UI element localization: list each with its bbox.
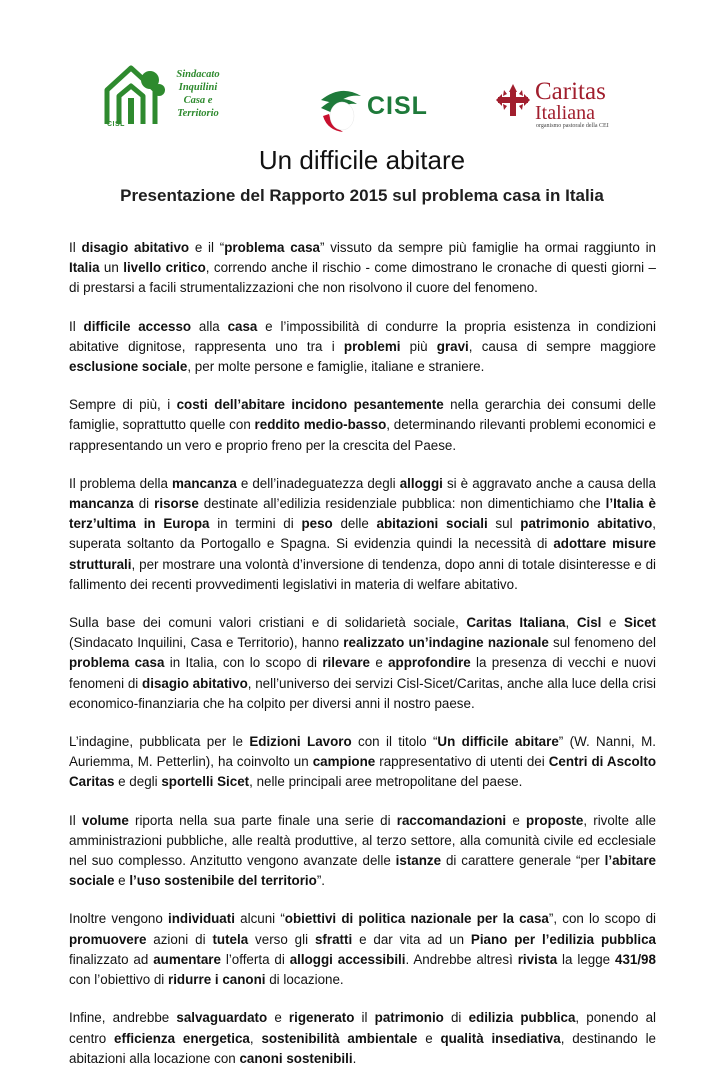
emphasis-text: tutela <box>212 931 249 947</box>
emphasis-text: livello critico <box>123 260 206 276</box>
emphasis-text: abitazioni sociali <box>376 516 488 532</box>
paragraph-text: più <box>400 338 437 354</box>
emphasis-text: sostenibilità ambientale <box>261 1030 418 1046</box>
paragraph-text: nella gerarchia dei consumi delle famiglie, soprattutto quelle con <box>69 397 656 433</box>
paragraph-text: verso gli <box>248 931 315 947</box>
emphasis-text: rivista <box>517 951 558 967</box>
emphasis-text: alloggi <box>399 475 443 491</box>
emphasis-text: edilizia pubblica <box>468 1010 576 1026</box>
paragraph-text: e <box>417 1030 441 1046</box>
emphasis-text: approfondire <box>388 655 471 671</box>
emphasis-text: Italia <box>69 260 100 276</box>
body-paragraph <box>69 395 656 456</box>
paragraph-text: di carattere generale “per <box>441 853 605 869</box>
paragraph-text: , nelle principali aree metropolitane del paese. <box>249 774 523 790</box>
paragraph-text: in Italia, con lo scopo di <box>164 655 323 671</box>
emphasis-text: volume <box>81 812 129 828</box>
paragraph-text: e <box>369 655 389 671</box>
emphasis-text: gravi <box>436 338 469 354</box>
emphasis-text: obiettivi di politica nazionale per la casa <box>284 911 549 927</box>
paragraph-text: la presenza di vecchi e nuovi fenomeni di <box>69 655 657 691</box>
paragraph-text: sul <box>487 516 521 532</box>
paragraph-text: Il <box>69 318 84 334</box>
paragraph-text: , <box>565 615 577 631</box>
paragraph-text: alla <box>191 318 228 334</box>
paragraph-text: , <box>249 1030 262 1046</box>
emphasis-text: patrimonio <box>374 1010 444 1026</box>
paragraph-text: in termini di <box>209 516 302 532</box>
emphasis-text: ridurre i canoni <box>168 972 266 988</box>
paragraph-text: e <box>114 873 130 889</box>
paragraph-text: , per molte persone e famiglie, italiane e straniere. <box>187 359 485 375</box>
paragraph-text: Infine, andrebbe <box>69 1010 177 1026</box>
emphasis-text: canoni sostenibili <box>239 1050 353 1066</box>
emphasis-text: Sicet <box>624 615 657 631</box>
emphasis-text: adottare misure strutturali <box>69 536 656 572</box>
paragraph-text: di <box>443 1010 469 1026</box>
paragraph-text: Sulla base dei comuni valori cristiani e di solidarietà sociale, <box>69 615 467 631</box>
emphasis-text: proposte <box>526 812 584 828</box>
emphasis-text: 431/98 <box>615 951 656 967</box>
paragraph-text: la legge <box>557 951 615 967</box>
cisl-wordmark: CISL <box>367 92 428 120</box>
emphasis-text: Centri di Ascolto Caritas <box>69 754 656 790</box>
paragraph-text: alcuni “ <box>234 911 285 927</box>
emphasis-text: realizzato un’indagine nazionale <box>343 635 549 651</box>
paragraph-text: ” vissuto da sempre più famiglie ha ormai raggiunto in <box>320 240 657 255</box>
paragraph-text: si è aggravato anche a causa della <box>442 475 656 491</box>
emphasis-text: salvaguardato <box>176 1010 268 1026</box>
body-paragraph <box>69 811 656 892</box>
emphasis-text: Un difficile abitare <box>437 734 559 750</box>
paragraph-text: , correndo anche il rischio - come dimostrano le cronache di questi giorni – di prestarsi a facili strumentalizzazioni che non risolvono il cuore del fenomeno. <box>69 260 656 296</box>
emphasis-text: disagio abitativo <box>142 675 248 691</box>
emphasis-text: istanze <box>395 853 442 869</box>
paragraph-text: , nell’universo dei servizi Cisl-Sicet/Caritas, anche alla luce della crisi economico-finanziaria che ha colpito per diversi anni il nostro paese. <box>69 675 656 711</box>
paragraph-text: finalizzato ad <box>69 951 154 967</box>
paragraph-text: , destinando le abitazioni alla locazione con <box>69 1030 657 1066</box>
paragraph-text: ”, con lo scopo di <box>548 911 656 927</box>
emphasis-text: rilevare <box>322 655 370 671</box>
body-paragraph <box>69 1008 656 1069</box>
sicet-line: Inquilini <box>178 82 218 93</box>
emphasis-text: Piano per l’edilizia pubblica <box>470 931 656 947</box>
paragraph-text: , rivolte alle amministrazioni pubbliche, alle realtà produttive, al terzo settore, alla comunità civile ed ecclesiale nel suo complesso. Anzitutto vengono avanzate delle <box>69 812 656 869</box>
document-body <box>69 238 656 1087</box>
emphasis-text: qualità insediativa <box>440 1030 561 1046</box>
emphasis-text: Caritas Italiana <box>466 615 566 631</box>
paragraph-text: riporta nella sua parte finale una serie di <box>128 812 397 828</box>
paragraph-text: e <box>267 1010 289 1026</box>
emphasis-text: casa <box>227 318 258 334</box>
emphasis-text: esclusione sociale <box>69 359 188 375</box>
paragraph-text: di <box>133 496 155 512</box>
paragraph-text: Il <box>69 240 82 255</box>
body-paragraph <box>69 317 656 378</box>
paragraph-text: destinate all’edilizia residenziale pubblica: non dimentichiamo che <box>198 496 606 512</box>
paragraph-text: , determinando rilevanti problemi economici e rappresentando un vero e proprio freno per la crescita del Paese. <box>69 417 656 453</box>
emphasis-text: efficienza energetica <box>114 1030 250 1046</box>
emphasis-text: patrimonio abitativo <box>520 516 653 532</box>
emphasis-text: promuovere <box>69 931 147 947</box>
emphasis-text: l’uso sostenibile del territorio <box>129 873 317 889</box>
paragraph-text: , per mostrare una volontà d’inversione di tendenza, dopo anni di totale disinteresse e di fallimento dei recenti provvedimenti legislativi in materia di welfare abitativo. <box>69 556 656 592</box>
emphasis-text: alloggi accessibili <box>289 951 406 967</box>
sicet-wordmark <box>169 68 227 120</box>
caritas-wordmark: Caritas <box>535 78 606 105</box>
emphasis-text: problemi <box>343 338 401 354</box>
paragraph-text: (Sindacato Inquilini, Casa e Territorio), hanno <box>69 635 344 651</box>
emphasis-text: problema casa <box>224 240 321 255</box>
sicet-line: Sindacato <box>176 69 220 80</box>
emphasis-text: Edizioni Lavoro <box>249 734 352 750</box>
emphasis-text: rigenerato <box>288 1010 355 1026</box>
sicet-cisl-mark: CISL <box>107 121 125 128</box>
paragraph-text: ” (W. Nanni, M. Auriemma, M. Petterlin), ha coinvolto un <box>69 734 657 770</box>
caritas-italiana: Italiana <box>535 102 595 124</box>
emphasis-text: difficile accesso <box>83 318 192 334</box>
caritas-cross-icon <box>494 82 532 120</box>
emphasis-text: reddito medio-basso <box>254 417 387 433</box>
paragraph-text: e <box>506 812 527 828</box>
body-paragraph <box>69 474 656 595</box>
emphasis-text: l’Italia è terz’ultima in Europa <box>69 496 657 532</box>
sicet-line: Territorio <box>177 108 219 119</box>
paragraph-text: delle <box>332 516 377 532</box>
document-subtitle: Presentazione del Rapporto 2015 sul problema casa in Italia <box>120 186 604 205</box>
paragraph-text: di locazione. <box>265 972 344 988</box>
paragraph-text: azioni di <box>146 931 213 947</box>
paragraph-text: , ponendo al centro <box>69 1010 656 1046</box>
emphasis-text: campione <box>312 754 376 770</box>
paragraph-text: e dell’inadeguatezza degli <box>236 475 400 491</box>
paragraph-text: e il “ <box>189 240 225 255</box>
paragraph-text: Il <box>69 812 82 828</box>
paragraph-text: Sempre di più, i <box>69 397 177 413</box>
paragraph-text: . Andrebbe altresì <box>405 951 518 967</box>
paragraph-text: sul fenomeno del <box>548 635 656 651</box>
paragraph-text: L’indagine, pubblicata per le <box>69 734 250 750</box>
paragraph-text: e dar vita ad un <box>352 931 471 947</box>
document-title: Un difficile abitare <box>258 145 466 175</box>
emphasis-text: aumentare <box>153 951 221 967</box>
paragraph-text: l’offerta di <box>220 951 290 967</box>
paragraph-text: ”. <box>316 873 326 889</box>
emphasis-text: costi dell’abitare incidono pesantemente <box>176 397 444 413</box>
emphasis-text: peso <box>301 516 333 532</box>
paragraph-text: . <box>352 1050 357 1066</box>
paragraph-text: il <box>354 1010 375 1026</box>
body-paragraph <box>69 238 656 299</box>
body-paragraph <box>69 613 656 714</box>
emphasis-text: mancanza <box>172 475 237 491</box>
paragraph-text: rappresentativo di utenti dei <box>375 754 549 770</box>
emphasis-text: risorse <box>154 496 199 512</box>
body-paragraph <box>69 909 656 990</box>
emphasis-text: mancanza <box>69 496 134 512</box>
sicet-logo <box>101 60 225 134</box>
paragraph-text: , causa di sempre maggiore <box>468 338 656 354</box>
emphasis-text: raccomandazioni <box>396 812 507 828</box>
body-paragraph <box>69 732 656 793</box>
emphasis-text: sportelli Sicet <box>161 774 250 790</box>
paragraph-text: e l’impossibilità di condurre la propria esistenza in condizioni abitative dignitose, rappresenta uno tra i <box>69 318 656 354</box>
paragraph-text: , superata soltanto da Portogallo e Spagna. Si evidenzia quindi la necessità di <box>69 516 657 552</box>
paragraph-text: con l’obiettivo di <box>69 972 168 988</box>
cisl-logo <box>317 86 433 134</box>
emphasis-text: problema casa <box>69 655 165 671</box>
paragraph-text: un <box>99 260 124 276</box>
paragraph-text: e degli <box>114 774 162 790</box>
paragraph-text: con il titolo “ <box>351 734 438 750</box>
paragraph-text: e <box>601 615 625 631</box>
emphasis-text: individuati <box>167 911 235 927</box>
emphasis-text: Cisl <box>576 615 602 631</box>
caritas-logo <box>494 80 626 130</box>
emphasis-text: sfratti <box>314 931 353 947</box>
caritas-tagline: organismo pastorale della CEI <box>536 123 609 129</box>
paragraph-text: Inoltre vengono <box>69 911 168 927</box>
emphasis-text: disagio abitativo <box>81 240 190 255</box>
paragraph-text: Il problema della <box>69 475 173 491</box>
sicet-line: Casa e <box>183 95 213 106</box>
emphasis-text: l’abitare sociale <box>69 853 656 889</box>
cisl-emblem-icon <box>317 86 367 134</box>
